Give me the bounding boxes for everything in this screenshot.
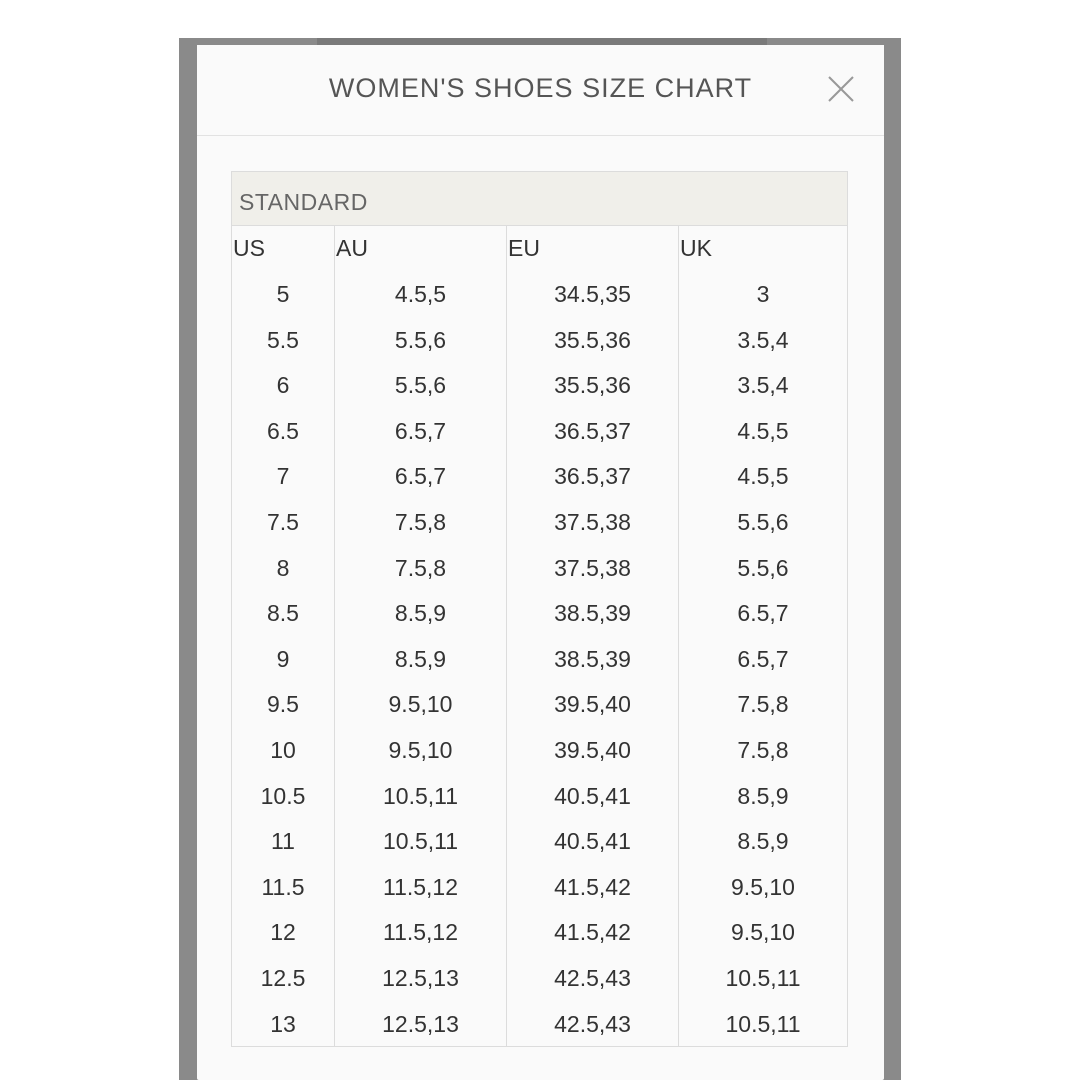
table-cell: 39.5,40 — [554, 737, 631, 763]
table-cell: 9.5,10 — [388, 691, 453, 718]
table-cell: 7.5,8 — [394, 509, 447, 535]
table-cell: 12 — [270, 919, 296, 946]
table-cell: 38.5,39 — [554, 645, 631, 672]
close-button[interactable] — [825, 73, 857, 105]
column-header-uk: UK — [680, 235, 712, 261]
table-cell: 9 — [276, 645, 290, 672]
table-cell: 7.5,8 — [394, 554, 447, 581]
table-cell: 40.5,41 — [554, 828, 631, 855]
table-cell: 3 — [756, 281, 770, 307]
table-cell: 39.5,40 — [554, 691, 631, 718]
table-cell: 35.5,36 — [554, 372, 631, 399]
column-au — [335, 226, 507, 1046]
table-cell: 6.5,7 — [737, 600, 789, 627]
table-cell: 10.5 — [260, 782, 306, 809]
close-icon — [825, 73, 857, 105]
table-cell: 6.5,7 — [394, 463, 447, 490]
table-cell: 5.5,6 — [737, 554, 789, 581]
table-cell: 5 — [276, 281, 290, 307]
table-cell: 9.5 — [267, 691, 299, 718]
table-cell: 42.5,43 — [554, 1010, 631, 1037]
table-cell: 9.5,10 — [731, 919, 795, 946]
table-cell: 10.5,11 — [725, 1010, 801, 1037]
table-cell: 35.5,36 — [554, 326, 631, 353]
table-cell: 12.5,13 — [382, 965, 459, 991]
table-cell: 8 — [276, 554, 290, 581]
table-cell: 41.5,42 — [554, 873, 631, 900]
column-header-us: US — [233, 235, 265, 261]
section-header — [232, 172, 847, 226]
table-cell: 11.5,12 — [382, 873, 459, 900]
table-cell: 13 — [270, 1010, 296, 1037]
table-cell: 7.5 — [267, 509, 299, 535]
table-cell: 4.5,5 — [737, 417, 789, 444]
table-cell: 38.5,39 — [554, 600, 631, 627]
size-chart-modal — [197, 45, 884, 1080]
table-cell: 34.5,35 — [554, 281, 631, 307]
table-cell: 4.5,5 — [737, 463, 789, 490]
table-cell: 6.5,7 — [737, 645, 789, 672]
table-cell: 8.5,9 — [737, 828, 789, 855]
table-cell: 11 — [271, 828, 295, 855]
table-cell: 8.5 — [267, 600, 299, 627]
modal-header — [197, 45, 884, 136]
table-cell: 40.5,41 — [554, 782, 631, 809]
column-header-au: AU — [336, 235, 368, 261]
table-cell: 7.5,8 — [737, 737, 789, 763]
size-chart-table — [231, 171, 848, 1047]
table-cell: 36.5,37 — [554, 463, 631, 490]
table-cell: 10.5,11 — [382, 782, 459, 809]
table-cell: 8.5,9 — [394, 645, 447, 672]
table-cell: 9.5,10 — [731, 873, 795, 900]
column-us — [232, 226, 335, 1046]
table-cell: 3.5,4 — [737, 326, 789, 353]
table-cell: 7.5,8 — [737, 691, 789, 718]
modal-title: WOMEN'S SHOES SIZE CHART — [328, 73, 753, 103]
table-cell: 37.5,38 — [554, 554, 631, 581]
table-cell: 12.5 — [260, 965, 306, 991]
table-cell: 3.5,4 — [737, 372, 789, 399]
column-header-eu: EU — [508, 235, 540, 261]
table-cell: 9.5,10 — [388, 737, 453, 763]
table-cell: 6.5 — [267, 417, 299, 444]
section-label: STANDARD — [239, 189, 368, 215]
table-cell: 11.5 — [261, 873, 305, 900]
table-cell: 8.5,9 — [737, 782, 789, 809]
table-cell: 10.5,11 — [725, 965, 801, 991]
table-cell: 42.5,43 — [554, 965, 631, 991]
table-cell: 10 — [270, 737, 296, 763]
table-cell: 5.5 — [267, 326, 299, 353]
table-cell: 41.5,42 — [554, 919, 631, 946]
column-uk — [679, 226, 847, 1046]
table-cell: 5.5,6 — [737, 509, 789, 535]
table-cell: 8.5,9 — [394, 600, 447, 627]
table-cell: 6.5,7 — [394, 417, 447, 444]
table-cell: 12.5,13 — [382, 1010, 459, 1037]
table-cell: 36.5,37 — [554, 417, 631, 444]
table-cell: 5.5,6 — [394, 326, 447, 353]
column-eu — [507, 226, 679, 1046]
table-cell: 11.5,12 — [382, 919, 459, 946]
table-cell: 10.5,11 — [382, 828, 459, 855]
table-cell: 4.5,5 — [394, 281, 447, 307]
table-cell: 6 — [276, 372, 290, 399]
table-cell: 7 — [276, 463, 290, 490]
table-cell: 37.5,38 — [554, 509, 631, 535]
table-cell: 5.5,6 — [394, 372, 447, 399]
